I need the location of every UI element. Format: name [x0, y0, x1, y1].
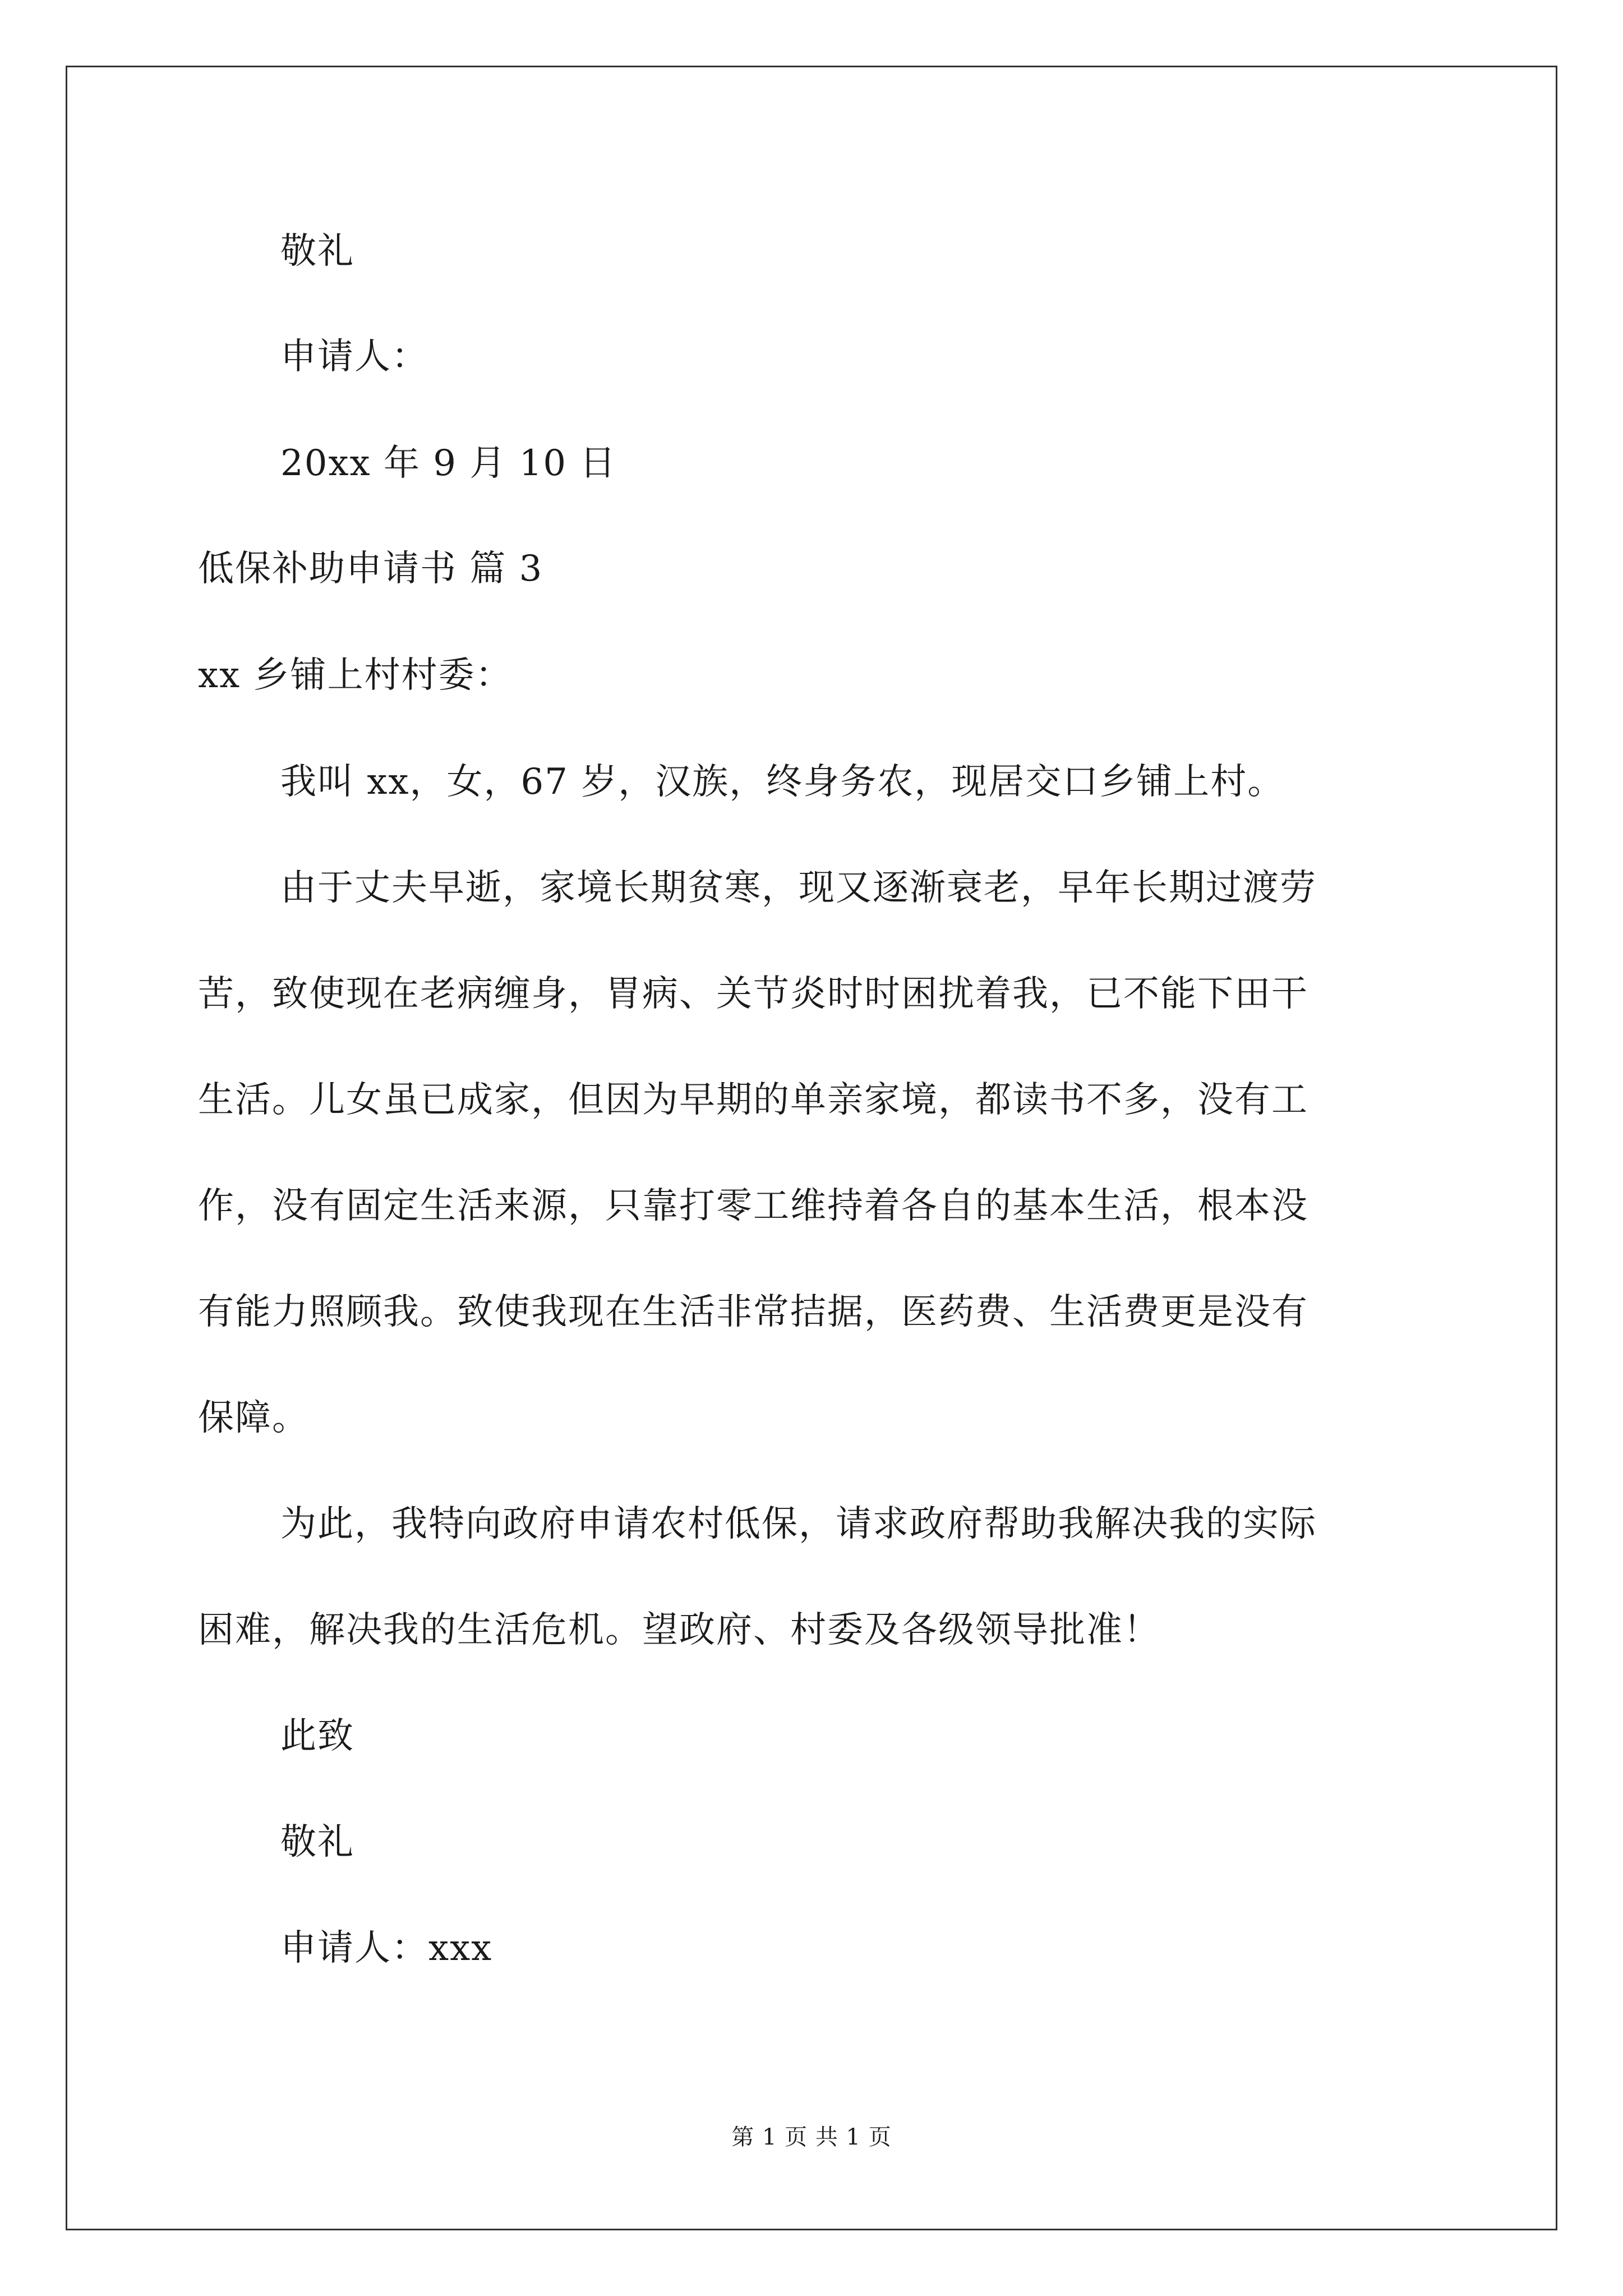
date-line: 20xx 年 9 月 10 日	[280, 443, 617, 484]
body-paragraph-3-line-2: 困难，解决我的生活危机。望政府、村委及各级领导批准！	[198, 1609, 1160, 1651]
page-footer: 第 1 页 共 1 页	[731, 2124, 892, 2150]
body-paragraph-3-line-1: 为此，我特向政府申请农村低保，请求政府帮助我解决我的实际	[280, 1503, 1317, 1545]
body-paragraph-1: 我叫 xx，女，67 岁，汉族，终身务农，现居交口乡铺上村。	[280, 761, 1285, 803]
applicant-signature: 申请人：xxx	[280, 1927, 493, 1969]
section-heading: 低保补助申请书 篇 3	[198, 548, 543, 590]
applicant-label: 申请人：	[280, 336, 428, 378]
body-paragraph-2-line-3: 生活。儿女虽已成家，但因为早期的单亲家境，都读书不多，没有工	[198, 1079, 1308, 1121]
body-paragraph-2-line-6: 保障。	[198, 1397, 309, 1439]
closing-salutation: 敬礼	[280, 231, 354, 272]
body-paragraph-2-line-1: 由于丈夫早逝，家境长期贫寒，现又逐渐衰老，早年长期过渡劳	[280, 867, 1317, 909]
closing-salutation-2: 敬礼	[280, 1821, 354, 1863]
addressee-line: xx 乡铺上村村委：	[198, 655, 513, 696]
body-paragraph-2-line-2: 苦，致使现在老病缠身，胃病、关节炎时时困扰着我，已不能下田干	[198, 973, 1308, 1015]
body-paragraph-2-line-4: 作，没有固定生活来源，只靠打零工维持着各自的基本生活，根本没	[198, 1185, 1308, 1227]
page-border	[66, 66, 1557, 2230]
closing-phrase: 此致	[280, 1715, 354, 1757]
body-paragraph-2-line-5: 有能力照顾我。致使我现在生活非常拮据，医药费、生活费更是没有	[198, 1291, 1308, 1333]
